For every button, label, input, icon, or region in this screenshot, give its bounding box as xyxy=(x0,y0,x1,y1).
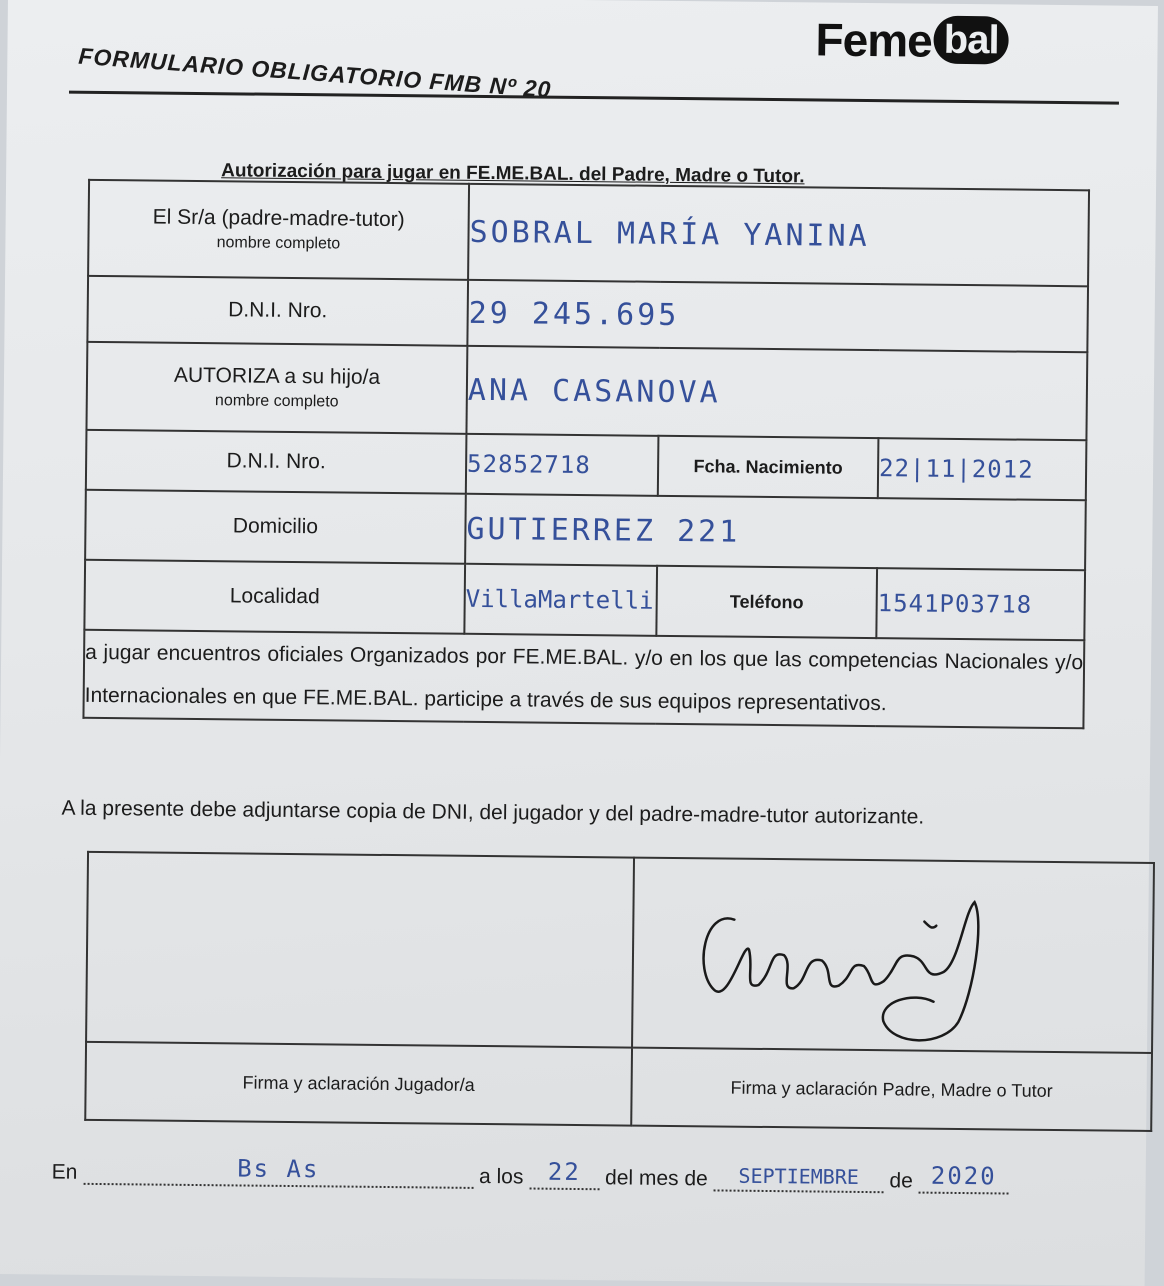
child-name-value[interactable]: ANA CASANOVA xyxy=(466,346,1087,440)
date-del-mes-label: del mes de xyxy=(604,1166,708,1191)
address-label: Domicilio xyxy=(85,490,466,564)
day-value: 22 xyxy=(547,1157,581,1187)
day-field[interactable] xyxy=(529,1157,599,1191)
player-signature-area[interactable] xyxy=(86,852,634,1048)
month-field[interactable] xyxy=(714,1163,884,1193)
signature-table xyxy=(84,851,1155,1132)
authorization-table xyxy=(82,179,1090,729)
birth-date-label: Fcha. Nacimiento xyxy=(658,436,879,498)
parent-dni-label: D.N.I. Nro. xyxy=(87,276,468,346)
date-en-label: En xyxy=(51,1160,78,1184)
parent-label: El Sr/a (padre-madre-tutor) xyxy=(152,205,405,232)
child-dni-label: D.N.I. Nro. xyxy=(86,430,467,494)
parent-label-cell xyxy=(88,180,469,280)
year-field[interactable] xyxy=(919,1161,1009,1195)
date-a-los-label: a los xyxy=(478,1164,524,1189)
locality-value[interactable]: VillaMartelli xyxy=(464,564,657,636)
parent-signature-area[interactable] xyxy=(632,858,1154,1053)
player-signature-label: Firma y aclaración Jugador/a xyxy=(85,1042,632,1126)
parent-signature-graphic xyxy=(673,879,1005,1052)
child-label-cell xyxy=(86,342,467,434)
header-divider xyxy=(69,91,1119,105)
phone-label: Teléfono xyxy=(656,566,877,638)
femebal-logo xyxy=(815,12,1009,74)
birth-date-value[interactable]: 22|11|2012 xyxy=(878,438,1087,500)
authorization-paragraph: a jugar encuentros oficiales Organizados por FE.ME.BAL. y/o en los que las competencias Nacionales y/o Internacionales en que FE.ME.BAL. participe a través de sus equipos representativos. xyxy=(83,630,1084,728)
place-value: Bs As xyxy=(237,1154,320,1184)
authorization-title: Autorización para jugar en FE.ME.BAL. del Padre, Madre o Tutor. xyxy=(221,160,805,188)
attachment-note: A la presente debe adjuntarse copia de DNI, del jugador y del padre-madre-tutor autorizante. xyxy=(61,796,925,829)
year-value: 2020 xyxy=(930,1161,997,1191)
parent-sublabel: nombre completo xyxy=(216,234,341,253)
child-label: AUTORIZA a su hijo/a xyxy=(173,363,381,389)
parent-dni-value[interactable]: 29 245.695 xyxy=(467,280,1088,352)
logo-pill: bal xyxy=(934,16,1009,65)
child-sublabel: nombre completo xyxy=(214,392,339,411)
address-value[interactable]: GUTIERREZ 221 xyxy=(465,494,1086,570)
place-field[interactable] xyxy=(83,1154,473,1189)
locality-label: Localidad xyxy=(84,560,465,634)
parent-name-value[interactable]: SOBRAL MARÍA YANINA xyxy=(468,184,1089,286)
logo-text: Feme xyxy=(815,13,933,67)
parent-signature-label: Firma y aclaración Padre, Madre o Tutor xyxy=(631,1048,1152,1131)
date-de-label: de xyxy=(889,1169,913,1193)
date-line xyxy=(51,1154,1009,1195)
form-title: FORMULARIO OBLIGATORIO FMB Nº 20 xyxy=(77,42,553,103)
phone-value[interactable]: 1541P03718 xyxy=(876,568,1085,640)
child-dni-value[interactable]: 52852718 xyxy=(466,434,659,496)
month-value: SEPTIEMBRE xyxy=(738,1163,860,1189)
